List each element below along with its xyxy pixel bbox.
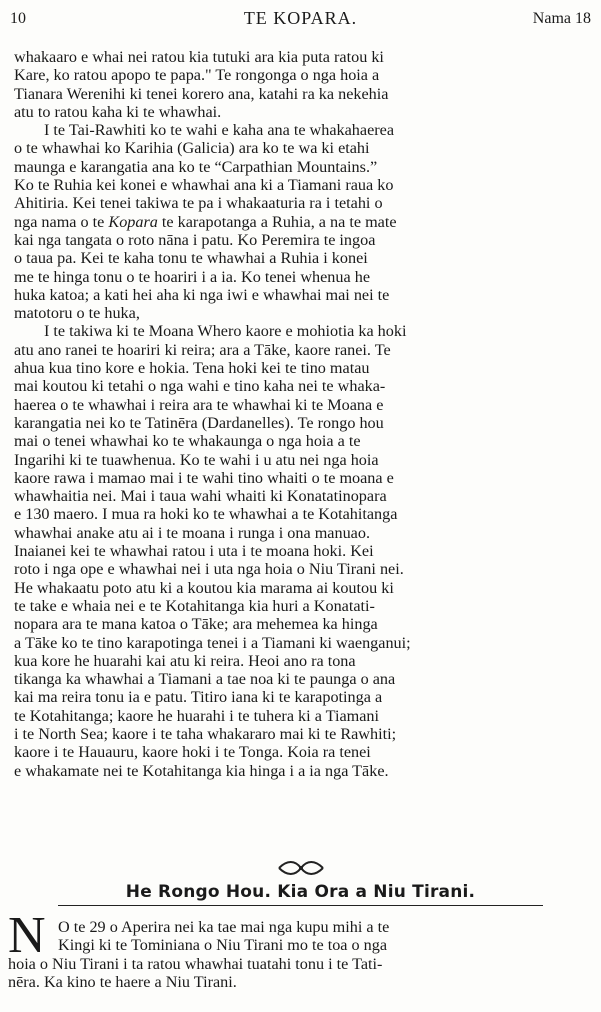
text-line: me te hinga tonu o te hoariri i a ia. Ko tenei whenua he (14, 267, 371, 286)
text-line: Ingarihi ki te tuawhenua. Ko te wahi i u atu nei nga hoia (14, 450, 379, 469)
news-line: nēra. Ka kino te haere a Niu Tirani. (8, 972, 237, 991)
text-line: kaore i te Hauauru, kaore hoki i te Tonga. Koia ra tenei (14, 743, 371, 762)
news-headline: He Rongo Hou. Kia Ora a Niu Tirani. (125, 882, 476, 902)
text-line: Ahitiria. Kei tenei takiwa te pa i whakaaturia ra i tetahi o (14, 194, 383, 213)
text-line: nopara ara te mana katoa o Tāke; ara mehemea ka hinga (14, 615, 378, 634)
text-line: mai koutou ki tetahi o nga wahi e tino kaha nei te whaka- (14, 377, 386, 396)
text-line: karangatia nei ko te Tatinēra (Dardanelles). Te rongo hou (14, 413, 384, 432)
text-line: mai o tenei whawhai ko te whakaunga o nga hoia a te (14, 432, 361, 451)
text-line: kaore rawa i mamao mai i te wahi tino whaiti o te moana e (14, 468, 394, 487)
text-line: I te Tai-Rawhiti ko te wahi e kaha ana te whakahaerea (44, 121, 395, 140)
text-line: e 130 maero. I mua ra hoki ko te whawhai a te Kotahitanga (14, 505, 398, 524)
text-line: te Kotahitanga; kaore he huarahi i te tuhera ki a Tiamani (14, 706, 380, 725)
text-line: atu ano ranei te hoariri ki reira; ara a Tāke, kaore ranei. Te (14, 340, 391, 359)
running-title: TE KOPARA. (243, 8, 358, 28)
text-line: I te takiwa ki te Moana Whero kaore e mohiotia ka hoki (44, 322, 407, 341)
news-line: Kingi ki te Tominiana o Niu Tirani mo te toa o nga (58, 936, 388, 955)
text-line: Kare, ko ratou apopo te papa." Te rongonga o nga hoia a (14, 66, 380, 85)
page-header (8, 8, 593, 30)
text-line: kai ma reira tonu ia e patu. Titiro iana ki te karapotinga a (14, 688, 383, 707)
italic-title: Kopara (108, 212, 158, 231)
text-line: o te whawhai ko Karihia (Galicia) ara ko te wa ki etahi (14, 139, 370, 158)
headline-rule (58, 905, 543, 906)
text-line: e whakamate nei te Kotahitanga kia hinga i a ia nga Tāke. (14, 761, 389, 780)
text-line: nga nama o te Kopara te karapotanga a Ruhia, a na te mate (14, 212, 397, 231)
text-line: whakaaro e whai nei ratou kia tutuki ara kia puta ratou ki (14, 48, 384, 66)
text-line: a Tāke ko te tino karapotinga tenei i a Tiamani ki waenganui; (14, 633, 411, 652)
text-line: Inaianei kei te whawhai ratou i uta i te moana hoki. Kei (14, 542, 374, 561)
text-line: Tianara Werenihi ki tenei korero ana, katahi ra ka nekehia (14, 84, 389, 103)
ornament-divider-icon (275, 858, 327, 878)
text-line: whawhai anake atu ai i te moana i runga i ona manuao. (14, 523, 370, 542)
news-paragraph (8, 907, 594, 991)
text-line: te take e whaia nei e te Kotahitanga kia huri a Konatati- (14, 596, 375, 615)
article-body (14, 48, 594, 780)
text-line: i te North Sea; kaore i te taha whakararo mai ki te Rawhiti; (14, 724, 397, 743)
text-line: matotoru o te huka, (14, 304, 140, 323)
text-line: whawhaitia nei. Mai i taua wahi whaiti ki Konatatinopara (14, 487, 387, 506)
text-line: kua kore he huarahi kai atu ki reira. Heoi ano ra tona (14, 651, 356, 670)
page-number: 10 (10, 10, 26, 27)
text-line: tikanga ka whawhai a Tiamani a tae noa ki te paunga o ana (14, 670, 396, 689)
text-line: o taua pa. Kei te kaha tonu te whawhai a Ruhia i konei (14, 249, 368, 268)
text-line: Ko te Ruhia kei konei e whawhai ana ki a Tiamani raua ko (14, 176, 394, 195)
text-line: He whakaatu poto atu ki a koutou kia marama ai koutou ki (14, 578, 394, 597)
text-line: kai nga tangata o roto nāna i patu. Ko Peremira te ingoa (14, 230, 376, 249)
text-line: haerea o te whawhai i reira ara te whawhai ki te Moana e (14, 395, 384, 414)
text-line: atu to ratou kaha ki te whawhai. (14, 102, 222, 121)
news-line: hoia o Niu Tirani i ta ratou whawhai tuatahi tonu i te Tati- (8, 954, 383, 973)
issue-number: Nama 18 (532, 10, 591, 27)
news-line: O te 29 o Aperira nei ka tae mai nga kupu mihi a te (58, 918, 390, 936)
text-line: ahua kua tino kore e hokia. Tena hoki kei te tino matau (14, 359, 370, 378)
text-line: maunga e karangatia ana ko te “Carpathian Mountains.” (14, 157, 378, 176)
text-line: huka katoa; a kati hei aha ki nga iwi e whawhai mai nei te (14, 285, 390, 304)
drop-cap: N (8, 907, 46, 964)
text-line: roto i nga ope e whawhai nei i uta nga hoia o Niu Tirani nei. (14, 560, 404, 579)
